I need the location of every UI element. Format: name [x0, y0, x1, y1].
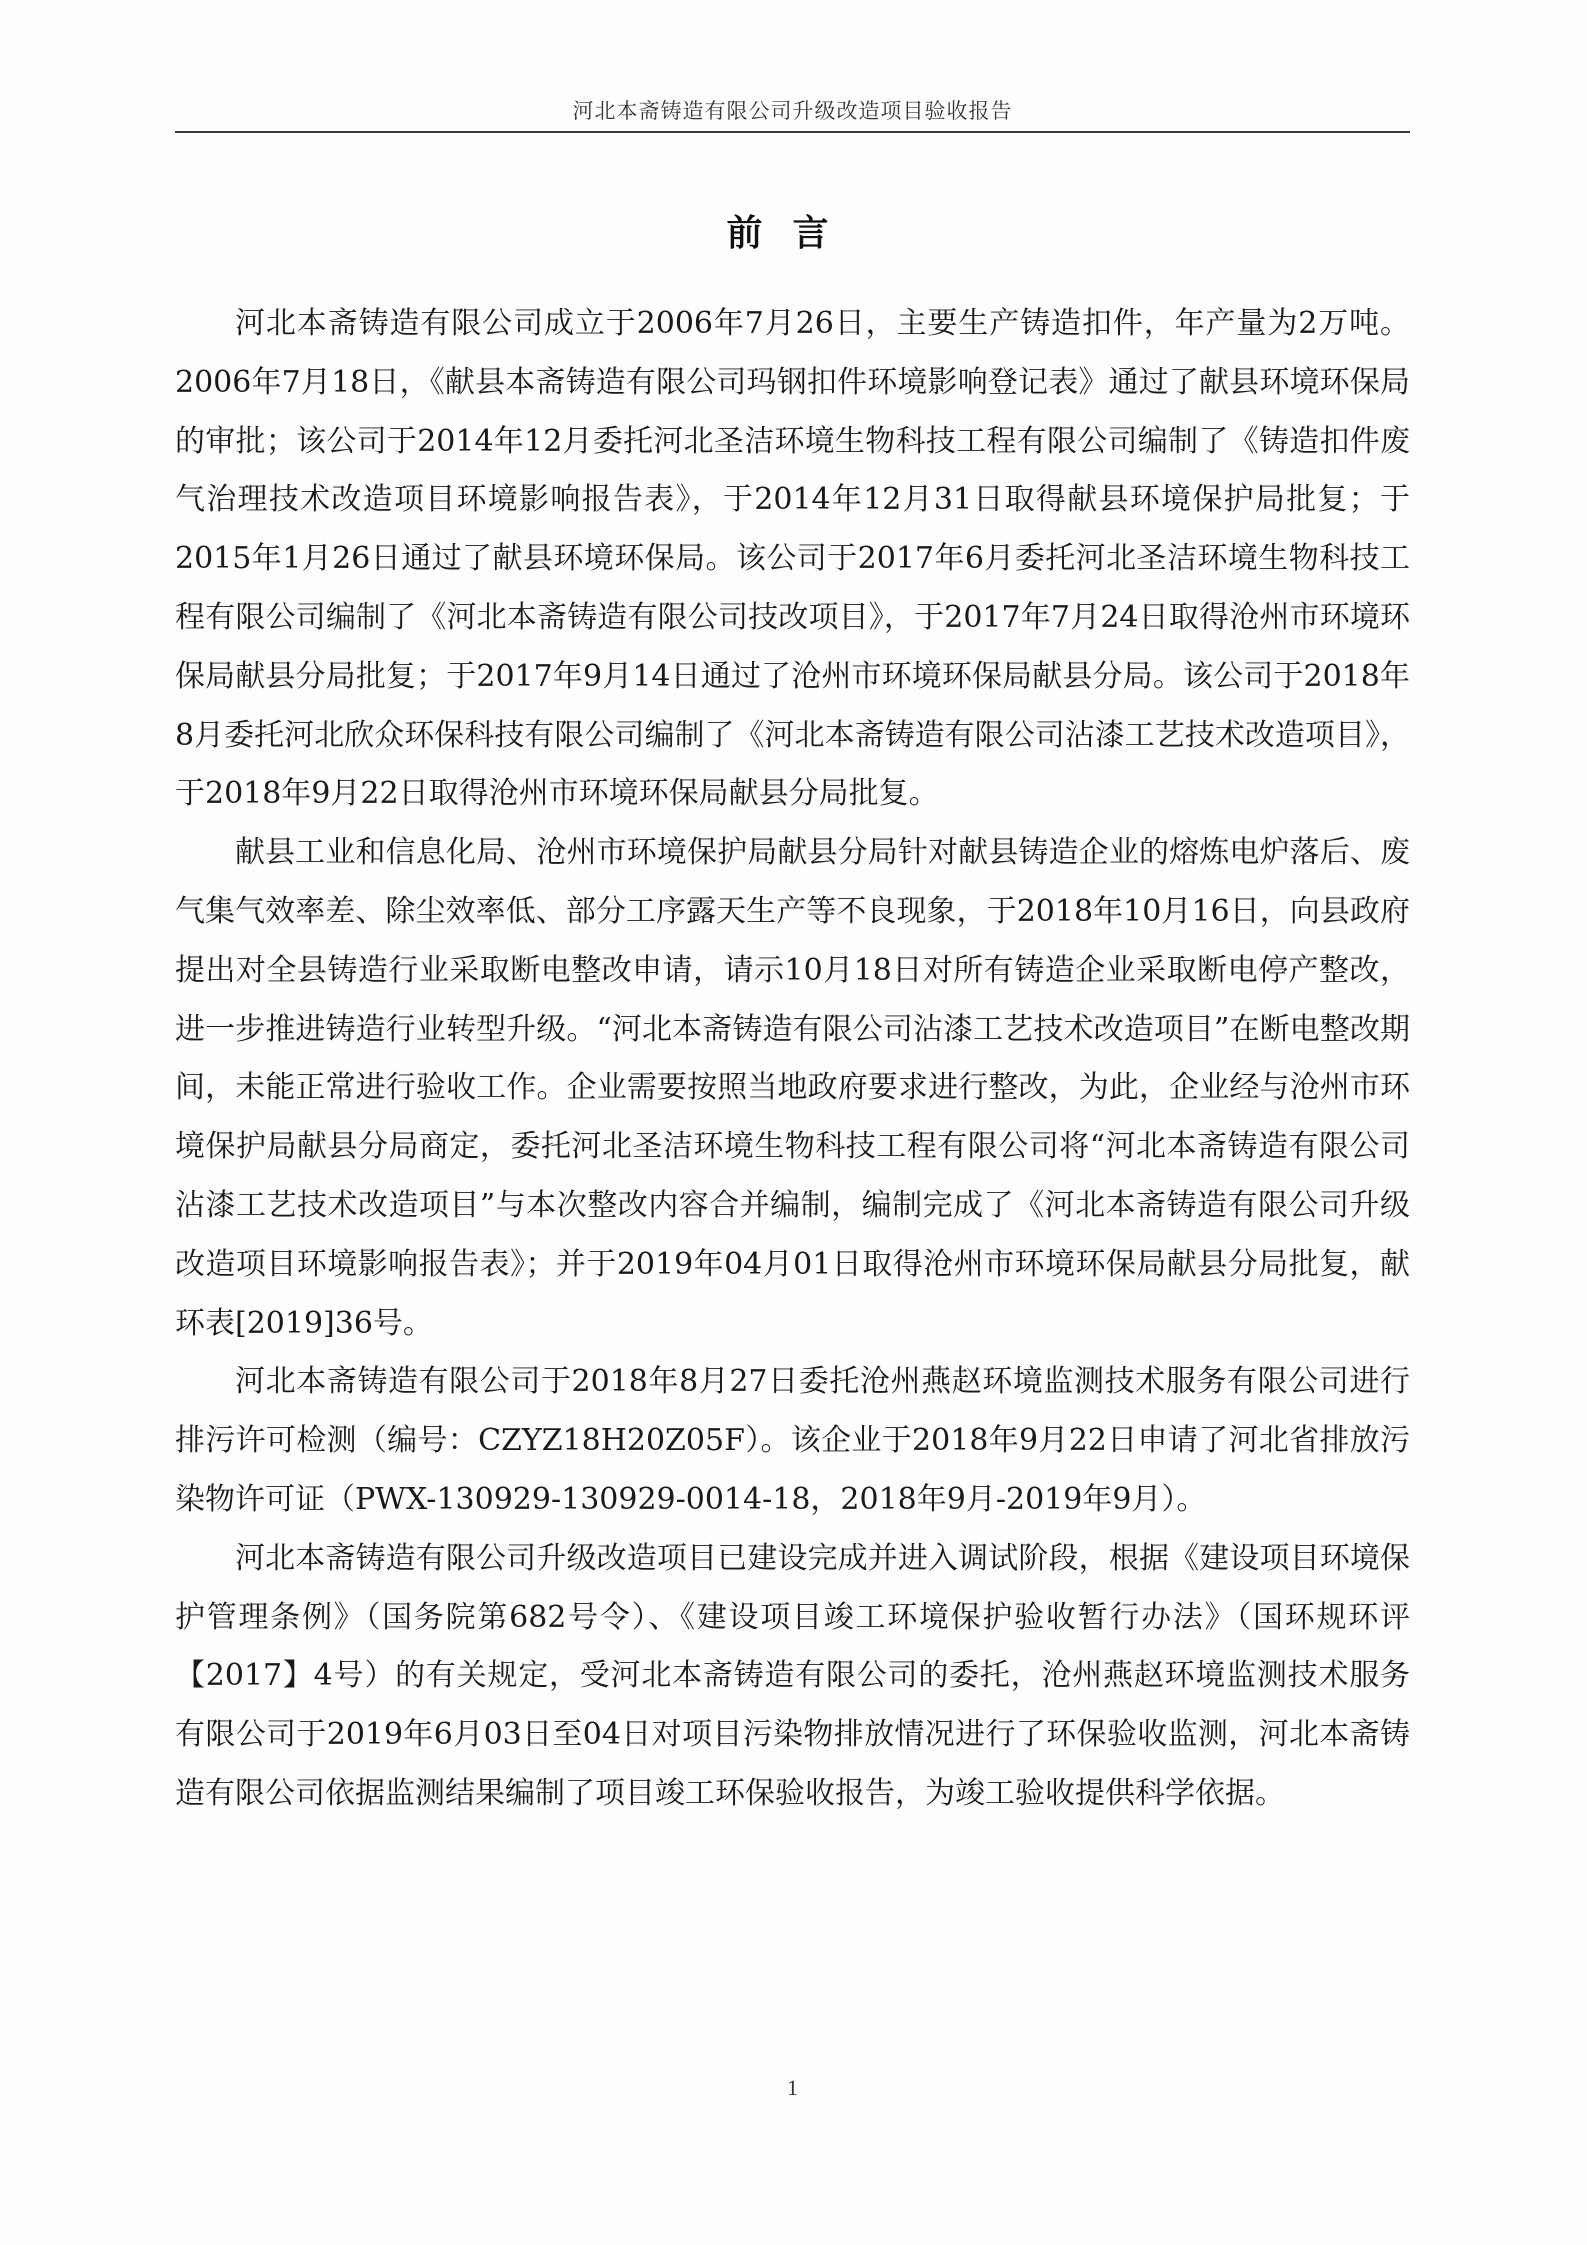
- running-header: 河北本斋铸造有限公司升级改造项目验收报告: [572, 99, 1013, 123]
- document-body: [175, 295, 1410, 1824]
- paragraph-3: 河北本斋铸造有限公司于2018年8月27日委托沧州燕赵环境监测技术服务有限公司进行排污许可检测（编号：CZYZ18H20Z05F）。该企业于2018年9月22日申请了河北省排放污染物许可证（PWX-130929-130929-0014-18，2018年9月-2019年9月）。: [175, 1364, 1410, 1517]
- section-title: 前言: [726, 213, 859, 254]
- paragraph-2: 献县工业和信息化局、沧州市环境保护局献县分局针对献县铸造企业的熔炼电炉落后、废气集气效率差、除尘效率低、部分工序露天生产等不良现象，于2018年10月16日，向县政府提出对全县铸造行业采取断电整改申请，请示10月18日对所有铸造企业采取断电停产整改，进一步推进铸造行业转型升级。“河北本斋铸造有限公司沾漆工艺技术改造项目”在断电整改期间，未能正常进行验收工作。企业需要按照当地政府要求进行整改，为此，企业经与沧州市环境保护局献县分局商定，委托河北圣洁环境生物科技工程有限公司将“河北本斋铸造有限公司沾漆工艺技术改造项目”与本次整改内容合并编制，编制完成了《河北本斋铸造有限公司升级改造项目环境影响报告表》；并于2019年04月01日取得沧州市环境环保局献县分局批复，献环表[2019]36号。: [175, 835, 1410, 1341]
- paragraph-1: 河北本斋铸造有限公司成立于2006年7月26日，主要生产铸造扣件，年产量为2万吨。2006年7月18日，《献县本斋铸造有限公司玛钢扣件环境影响登记表》通过了献县环境环保局的审批；该公司于2014年12月委托河北圣洁环境生物科技工程有限公司编制了《铸造扣件废气治理技术改造项目环境影响报告表》，于2014年12月31日取得献县环境保护局批复；于2015年1月26日通过了献县环境环保局。该公司于2017年6月委托河北圣洁环境生物科技工程有限公司编制了《河北本斋铸造有限公司技改项目》，于2017年7月24日取得沧州市环境环保局献县分局批复；于2017年9月14日通过了沧州市环境环保局献县分局。该公司于2018年8月委托河北欣众环保科技有限公司编制了《河北本斋铸造有限公司沾漆工艺技术改造项目》，于2018年9月22日取得沧州市环境环保局献县分局批复。: [175, 306, 1410, 812]
- header-divider: [175, 131, 1410, 133]
- paragraph-4: 河北本斋铸造有限公司升级改造项目已建设完成并进入调试阶段，根据《建设项目环境保护管理条例》（国务院第682号令）、《建设项目竣工环境保护验收暂行办法》（国环规环评【2017】4号）的有关规定，受河北本斋铸造有限公司的委托，沧州燕赵环境监测技术服务有限公司于2019年6月03日至04日对项目污染物排放情况进行了环保验收监测，河北本斋铸造有限公司依据监测结果编制了项目竣工环保验收报告，为竣工验收提供科学依据。: [175, 1540, 1410, 1811]
- page-number: 1: [787, 2075, 798, 2100]
